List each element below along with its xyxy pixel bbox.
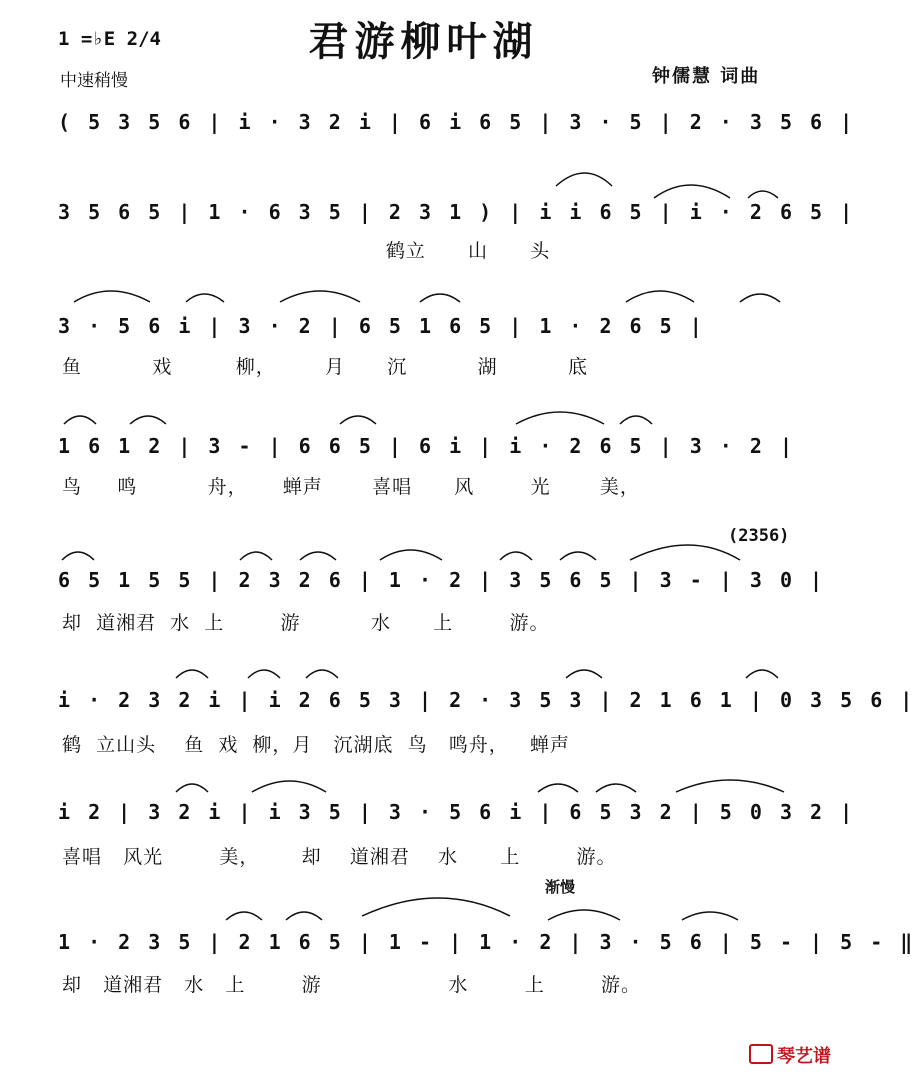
notation-row-3: 3 · 5 6 i | 3 · 2 | 6 5 1 6 5 | 1 · 2 6 5 | [58,314,705,338]
notation-row-5: 6 5 1 5 5 | 2 3 2 6 | 1 · 2 | 3 5 6 5 | 3 - | 3 0 | [58,568,826,592]
lyric-row-3: 鱼 戏 柳， 月 沉 湖 底 [62,356,589,378]
lyric-row-2: 鹤立 山 头 [62,240,551,262]
notation-row-8: 1 · 2 3 5 | 2 1 6 5 | 1 - | 1 · 2 | 3 · 5 6 | 5 - | 5 - ‖ [58,930,915,954]
notation-row-7: i 2 | 3 2 i | i 3 5 | 3 · 5 6 i | 6 5 3 2 | 5 0 3 2 | [58,800,856,824]
notation-row-6: i · 2 3 2 i | i 2 6 5 3 | 2 · 3 5 3 | 2 1 6 1 | 0 3 5 6 | [58,688,915,712]
lyric-row-4: 鸟 鸣 舟， 蝉声 喜唱 风 光 美， [62,476,640,498]
notation-row-1: ( 5 3 5 6 | i · 3 2 i | 6 i 6 5 | 3 · 5 | 2 · 3 5 6 | [58,110,856,134]
notation-row-4: 1 6 1 2 | 3 - | 6 6 5 | 6 i | i · 2 6 5 | 3 · 2 | [58,434,796,458]
lyric-row-8: 却 道湘君 水 上 游 水 上 游。 [62,974,642,996]
lyric-row-1 [62,142,814,168]
notation-row-2: 3 5 6 5 | 1 · 6 3 5 | 2 3 1 ) | i i 6 5 | i · 2 6 5 | [58,200,856,224]
logo-icon [749,1044,773,1064]
author-credit: 钟儒慧 词曲 [652,66,761,87]
key-signature: 1 =♭E 2/4 [58,28,161,50]
tempo-marking: 中速稍慢 [60,71,128,91]
lyric-row-7: 喜唱 风光 美， 却 道湘君 水 上 游。 [62,846,617,868]
bracket-note: (2356) [728,526,790,546]
song-title: 君游柳叶湖 [308,18,539,65]
lyric-row-6: 鹤 立山头 鱼 戏 柳，月 沉湖底 鸟 鸣舟， 蝉声 [62,734,570,756]
tempo-change-marking: 渐慢 [545,878,576,896]
lyric-row-5: 却 道湘君 水 上 游 水 上 游。 [62,612,550,634]
site-watermark: 琴艺谱 [749,1042,831,1068]
